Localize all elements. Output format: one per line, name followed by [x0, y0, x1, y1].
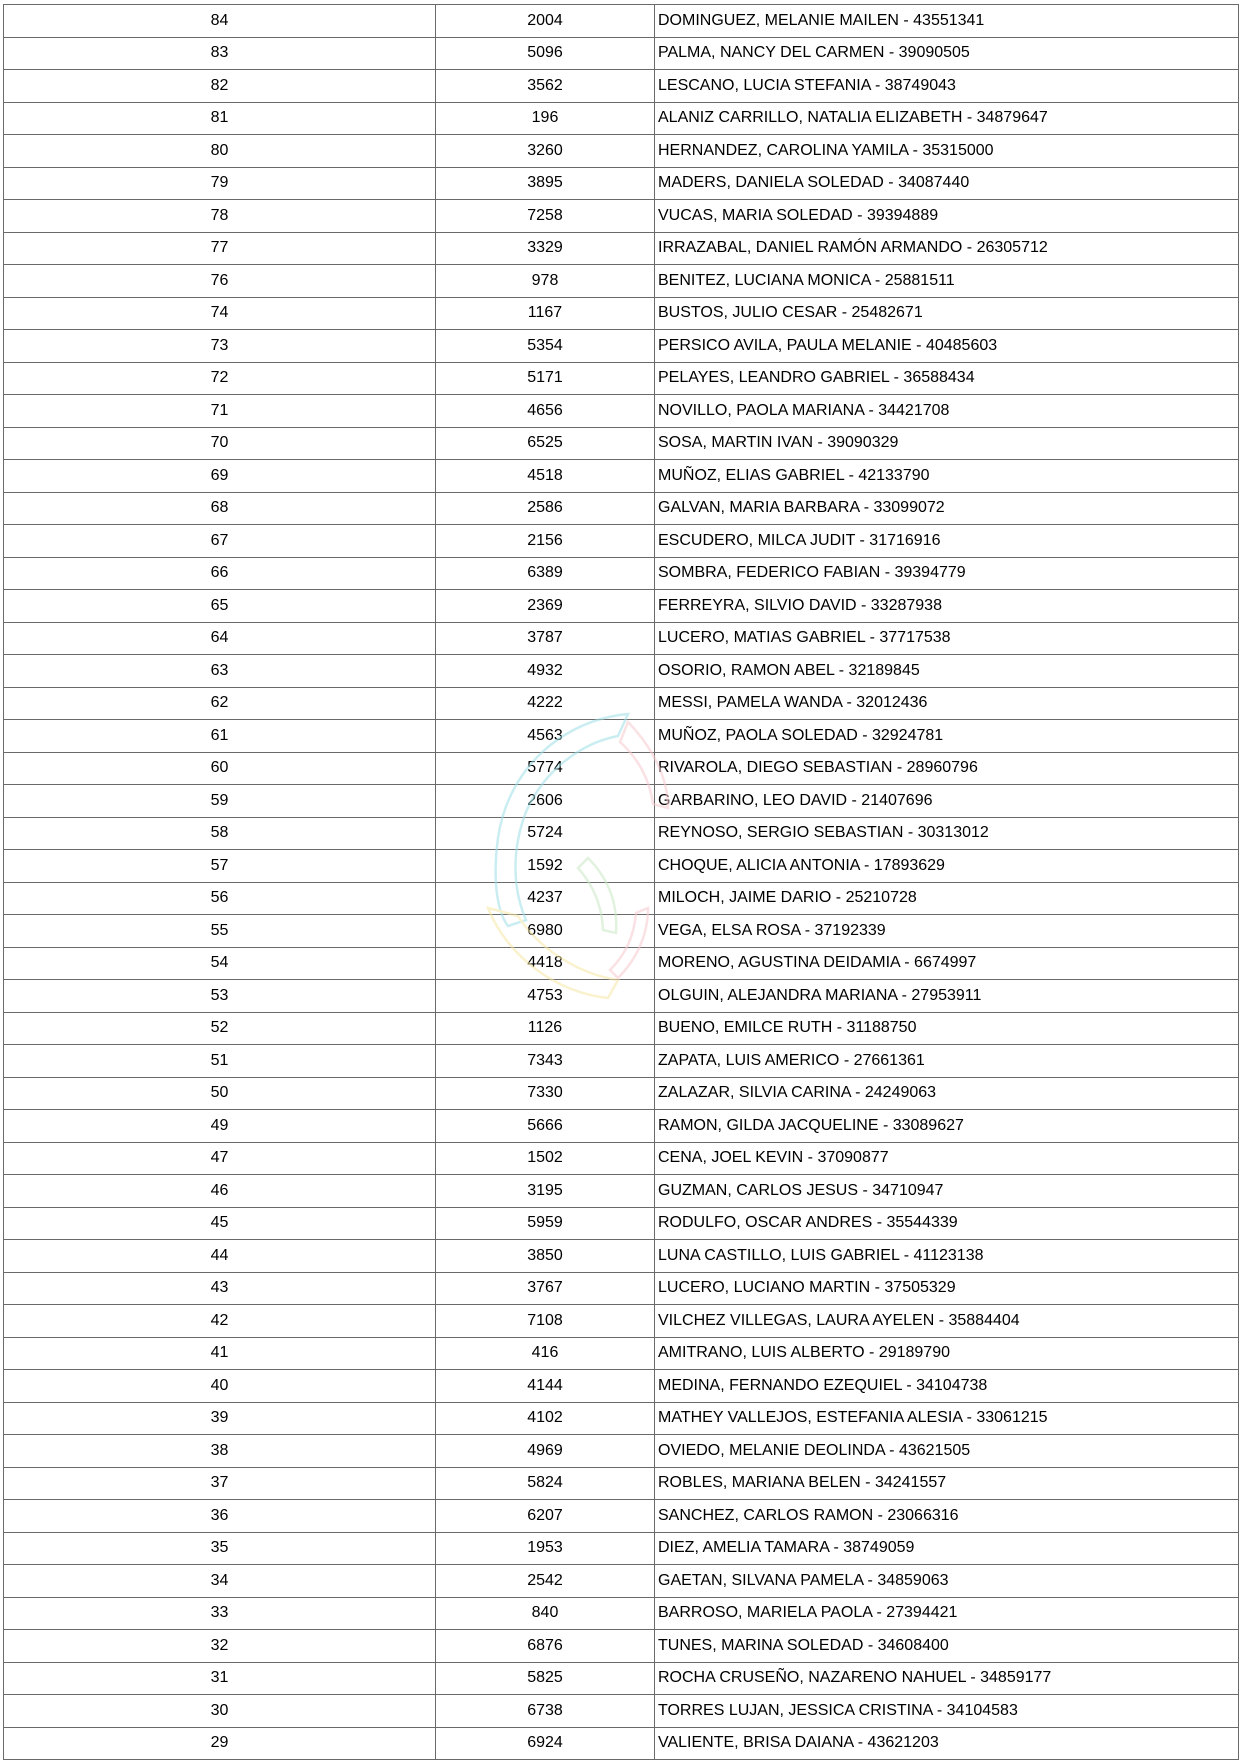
order-cell: 50 [4, 1077, 436, 1110]
order-cell: 36 [4, 1500, 436, 1533]
code-cell: 2004 [436, 5, 655, 38]
table-row [4, 395, 1239, 428]
code-cell: 2369 [436, 590, 655, 623]
code-cell: 196 [436, 102, 655, 135]
name-cell: IRRAZABAL, DANIEL RAMÓN ARMANDO - 26305712 [655, 232, 1239, 265]
name-cell: BENITEZ, LUCIANA MONICA - 25881511 [655, 265, 1239, 298]
code-cell: 7108 [436, 1305, 655, 1338]
table-row [4, 1597, 1239, 1630]
order-cell: 29 [4, 1727, 436, 1760]
order-cell: 64 [4, 622, 436, 655]
order-cell: 54 [4, 947, 436, 980]
order-cell: 57 [4, 850, 436, 883]
code-cell: 5774 [436, 752, 655, 785]
order-cell: 72 [4, 362, 436, 395]
code-cell: 4102 [436, 1402, 655, 1435]
code-cell: 3562 [436, 70, 655, 103]
name-cell: CENA, JOEL KEVIN - 37090877 [655, 1142, 1239, 1175]
table-row [4, 1370, 1239, 1403]
code-cell: 7330 [436, 1077, 655, 1110]
name-cell: LUNA CASTILLO, LUIS GABRIEL - 41123138 [655, 1240, 1239, 1273]
order-cell: 31 [4, 1662, 436, 1695]
name-cell: MEDINA, FERNANDO EZEQUIEL - 34104738 [655, 1370, 1239, 1403]
code-cell: 2586 [436, 492, 655, 525]
table-row [4, 460, 1239, 493]
table-row [4, 590, 1239, 623]
order-cell: 61 [4, 720, 436, 753]
table-row [4, 297, 1239, 330]
name-cell: BUSTOS, JULIO CESAR - 25482671 [655, 297, 1239, 330]
table-row [4, 1207, 1239, 1240]
code-cell: 4969 [436, 1435, 655, 1468]
name-cell: FERREYRA, SILVIO DAVID - 33287938 [655, 590, 1239, 623]
table-row [4, 135, 1239, 168]
table-row [4, 70, 1239, 103]
code-cell: 1953 [436, 1532, 655, 1565]
name-cell: MILOCH, JAIME DARIO - 25210728 [655, 882, 1239, 915]
table-row [4, 102, 1239, 135]
table-row [4, 1565, 1239, 1598]
code-cell: 3787 [436, 622, 655, 655]
name-cell: DIEZ, AMELIA TAMARA - 38749059 [655, 1532, 1239, 1565]
order-cell: 51 [4, 1045, 436, 1078]
code-cell: 5354 [436, 330, 655, 363]
order-cell: 69 [4, 460, 436, 493]
name-cell: VILCHEZ VILLEGAS, LAURA AYELEN - 35884404 [655, 1305, 1239, 1338]
name-cell: MATHEY VALLEJOS, ESTEFANIA ALESIA - 33061215 [655, 1402, 1239, 1435]
name-cell: ROCHA CRUSEÑO, NAZARENO NAHUEL - 34859177 [655, 1662, 1239, 1695]
code-cell: 2606 [436, 785, 655, 818]
table-row [4, 850, 1239, 883]
name-cell: LUCERO, MATIAS GABRIEL - 37717538 [655, 622, 1239, 655]
name-cell: ROBLES, MARIANA BELEN - 34241557 [655, 1467, 1239, 1500]
name-cell: RIVAROLA, DIEGO SEBASTIAN - 28960796 [655, 752, 1239, 785]
order-cell: 80 [4, 135, 436, 168]
table-row [4, 622, 1239, 655]
name-cell: ZAPATA, LUIS AMERICO - 27661361 [655, 1045, 1239, 1078]
name-cell: VEGA, ELSA ROSA - 37192339 [655, 915, 1239, 948]
code-cell: 3195 [436, 1175, 655, 1208]
code-cell: 6876 [436, 1630, 655, 1663]
name-cell: VALIENTE, BRISA DAIANA - 43621203 [655, 1727, 1239, 1760]
code-cell: 5724 [436, 817, 655, 850]
name-cell: SANCHEZ, CARLOS RAMON - 23066316 [655, 1500, 1239, 1533]
order-cell: 49 [4, 1110, 436, 1143]
order-cell: 65 [4, 590, 436, 623]
name-cell: OLGUIN, ALEJANDRA MARIANA - 27953911 [655, 980, 1239, 1013]
code-cell: 6924 [436, 1727, 655, 1760]
code-cell: 1126 [436, 1012, 655, 1045]
code-cell: 7343 [436, 1045, 655, 1078]
order-cell: 55 [4, 915, 436, 948]
order-cell: 70 [4, 427, 436, 460]
table-row [4, 362, 1239, 395]
order-cell: 52 [4, 1012, 436, 1045]
code-cell: 4518 [436, 460, 655, 493]
code-cell: 4418 [436, 947, 655, 980]
order-cell: 77 [4, 232, 436, 265]
code-cell: 6389 [436, 557, 655, 590]
code-cell: 5959 [436, 1207, 655, 1240]
table-row [4, 200, 1239, 233]
order-cell: 32 [4, 1630, 436, 1663]
name-cell: PERSICO AVILA, PAULA MELANIE - 40485603 [655, 330, 1239, 363]
table-row [4, 492, 1239, 525]
table-row [4, 1240, 1239, 1273]
roster-table-body [4, 5, 1239, 1760]
code-cell: 978 [436, 265, 655, 298]
order-cell: 37 [4, 1467, 436, 1500]
table-row [4, 1500, 1239, 1533]
table-row [4, 37, 1239, 70]
name-cell: ZALAZAR, SILVIA CARINA - 24249063 [655, 1077, 1239, 1110]
order-cell: 43 [4, 1272, 436, 1305]
name-cell: VUCAS, MARIA SOLEDAD - 39394889 [655, 200, 1239, 233]
order-cell: 63 [4, 655, 436, 688]
code-cell: 5824 [436, 1467, 655, 1500]
code-cell: 4932 [436, 655, 655, 688]
order-cell: 68 [4, 492, 436, 525]
code-cell: 3329 [436, 232, 655, 265]
code-cell: 7258 [436, 200, 655, 233]
order-cell: 38 [4, 1435, 436, 1468]
name-cell: HERNANDEZ, CAROLINA YAMILA - 35315000 [655, 135, 1239, 168]
order-cell: 76 [4, 265, 436, 298]
name-cell: RODULFO, OSCAR ANDRES - 35544339 [655, 1207, 1239, 1240]
order-cell: 60 [4, 752, 436, 785]
table-row [4, 1012, 1239, 1045]
table-row [4, 1077, 1239, 1110]
order-cell: 82 [4, 70, 436, 103]
name-cell: ESCUDERO, MILCA JUDIT - 31716916 [655, 525, 1239, 558]
name-cell: BARROSO, MARIELA PAOLA - 27394421 [655, 1597, 1239, 1630]
order-cell: 47 [4, 1142, 436, 1175]
table-row [4, 947, 1239, 980]
code-cell: 416 [436, 1337, 655, 1370]
table-row [4, 1695, 1239, 1728]
name-cell: OVIEDO, MELANIE DEOLINDA - 43621505 [655, 1435, 1239, 1468]
code-cell: 2156 [436, 525, 655, 558]
table-row [4, 882, 1239, 915]
table-row [4, 1532, 1239, 1565]
order-cell: 39 [4, 1402, 436, 1435]
name-cell: ALANIZ CARRILLO, NATALIA ELIZABETH - 34879647 [655, 102, 1239, 135]
table-row [4, 1662, 1239, 1695]
name-cell: LESCANO, LUCIA STEFANIA - 38749043 [655, 70, 1239, 103]
table-row [4, 817, 1239, 850]
name-cell: MADERS, DANIELA SOLEDAD - 34087440 [655, 167, 1239, 200]
table-row [4, 1467, 1239, 1500]
table-row [4, 1175, 1239, 1208]
table-row [4, 752, 1239, 785]
order-cell: 78 [4, 200, 436, 233]
order-cell: 41 [4, 1337, 436, 1370]
order-cell: 40 [4, 1370, 436, 1403]
name-cell: PALMA, NANCY DEL CARMEN - 39090505 [655, 37, 1239, 70]
name-cell: LUCERO, LUCIANO MARTIN - 37505329 [655, 1272, 1239, 1305]
table-row [4, 687, 1239, 720]
code-cell: 4656 [436, 395, 655, 428]
code-cell: 6738 [436, 1695, 655, 1728]
code-cell: 5096 [436, 37, 655, 70]
code-cell: 4144 [436, 1370, 655, 1403]
order-cell: 71 [4, 395, 436, 428]
order-cell: 44 [4, 1240, 436, 1273]
order-cell: 84 [4, 5, 436, 38]
table-row [4, 167, 1239, 200]
table-row [4, 915, 1239, 948]
name-cell: MUÑOZ, PAOLA SOLEDAD - 32924781 [655, 720, 1239, 753]
code-cell: 6525 [436, 427, 655, 460]
order-cell: 56 [4, 882, 436, 915]
code-cell: 3895 [436, 167, 655, 200]
name-cell: MESSI, PAMELA WANDA - 32012436 [655, 687, 1239, 720]
code-cell: 1167 [436, 297, 655, 330]
code-cell: 2542 [436, 1565, 655, 1598]
name-cell: GUZMAN, CARLOS JESUS - 34710947 [655, 1175, 1239, 1208]
name-cell: SOMBRA, FEDERICO FABIAN - 39394779 [655, 557, 1239, 590]
order-cell: 35 [4, 1532, 436, 1565]
code-cell: 4563 [436, 720, 655, 753]
table-row [4, 1305, 1239, 1338]
name-cell: TORRES LUJAN, JESSICA CRISTINA - 34104583 [655, 1695, 1239, 1728]
order-cell: 45 [4, 1207, 436, 1240]
table-row [4, 557, 1239, 590]
table-row [4, 980, 1239, 1013]
code-cell: 3260 [436, 135, 655, 168]
table-row [4, 785, 1239, 818]
order-cell: 30 [4, 1695, 436, 1728]
table-row [4, 1110, 1239, 1143]
name-cell: GALVAN, MARIA BARBARA - 33099072 [655, 492, 1239, 525]
code-cell: 4237 [436, 882, 655, 915]
table-row [4, 1142, 1239, 1175]
code-cell: 4753 [436, 980, 655, 1013]
code-cell: 840 [436, 1597, 655, 1630]
table-row [4, 427, 1239, 460]
name-cell: MUÑOZ, ELIAS GABRIEL - 42133790 [655, 460, 1239, 493]
table-row [4, 5, 1239, 38]
name-cell: MORENO, AGUSTINA DEIDAMIA - 6674997 [655, 947, 1239, 980]
table-row [4, 265, 1239, 298]
name-cell: RAMON, GILDA JACQUELINE - 33089627 [655, 1110, 1239, 1143]
table-row [4, 655, 1239, 688]
table-row [4, 720, 1239, 753]
order-cell: 33 [4, 1597, 436, 1630]
name-cell: REYNOSO, SERGIO SEBASTIAN - 30313012 [655, 817, 1239, 850]
table-row [4, 1435, 1239, 1468]
order-cell: 42 [4, 1305, 436, 1338]
name-cell: BUENO, EMILCE RUTH - 31188750 [655, 1012, 1239, 1045]
code-cell: 5171 [436, 362, 655, 395]
name-cell: TUNES, MARINA SOLEDAD - 34608400 [655, 1630, 1239, 1663]
table-row [4, 1402, 1239, 1435]
code-cell: 1592 [436, 850, 655, 883]
name-cell: OSORIO, RAMON ABEL - 32189845 [655, 655, 1239, 688]
order-cell: 62 [4, 687, 436, 720]
order-cell: 83 [4, 37, 436, 70]
table-row [4, 525, 1239, 558]
name-cell: DOMINGUEZ, MELANIE MAILEN - 43551341 [655, 5, 1239, 38]
name-cell: GARBARINO, LEO DAVID - 21407696 [655, 785, 1239, 818]
name-cell: CHOQUE, ALICIA ANTONIA - 17893629 [655, 850, 1239, 883]
order-cell: 53 [4, 980, 436, 1013]
name-cell: GAETAN, SILVANA PAMELA - 34859063 [655, 1565, 1239, 1598]
name-cell: SOSA, MARTIN IVAN - 39090329 [655, 427, 1239, 460]
code-cell: 3850 [436, 1240, 655, 1273]
order-cell: 46 [4, 1175, 436, 1208]
name-cell: PELAYES, LEANDRO GABRIEL - 36588434 [655, 362, 1239, 395]
order-cell: 58 [4, 817, 436, 850]
code-cell: 6980 [436, 915, 655, 948]
order-cell: 66 [4, 557, 436, 590]
name-cell: NOVILLO, PAOLA MARIANA - 34421708 [655, 395, 1239, 428]
table-row [4, 1630, 1239, 1663]
order-cell: 79 [4, 167, 436, 200]
order-cell: 59 [4, 785, 436, 818]
table-row [4, 330, 1239, 363]
code-cell: 5825 [436, 1662, 655, 1695]
code-cell: 5666 [436, 1110, 655, 1143]
table-row [4, 1337, 1239, 1370]
table-row [4, 1045, 1239, 1078]
code-cell: 3767 [436, 1272, 655, 1305]
code-cell: 1502 [436, 1142, 655, 1175]
table-row [4, 1272, 1239, 1305]
order-cell: 74 [4, 297, 436, 330]
order-cell: 34 [4, 1565, 436, 1598]
roster-table [3, 4, 1239, 1760]
table-row [4, 232, 1239, 265]
code-cell: 6207 [436, 1500, 655, 1533]
code-cell: 4222 [436, 687, 655, 720]
order-cell: 81 [4, 102, 436, 135]
name-cell: AMITRANO, LUIS ALBERTO - 29189790 [655, 1337, 1239, 1370]
order-cell: 67 [4, 525, 436, 558]
order-cell: 73 [4, 330, 436, 363]
